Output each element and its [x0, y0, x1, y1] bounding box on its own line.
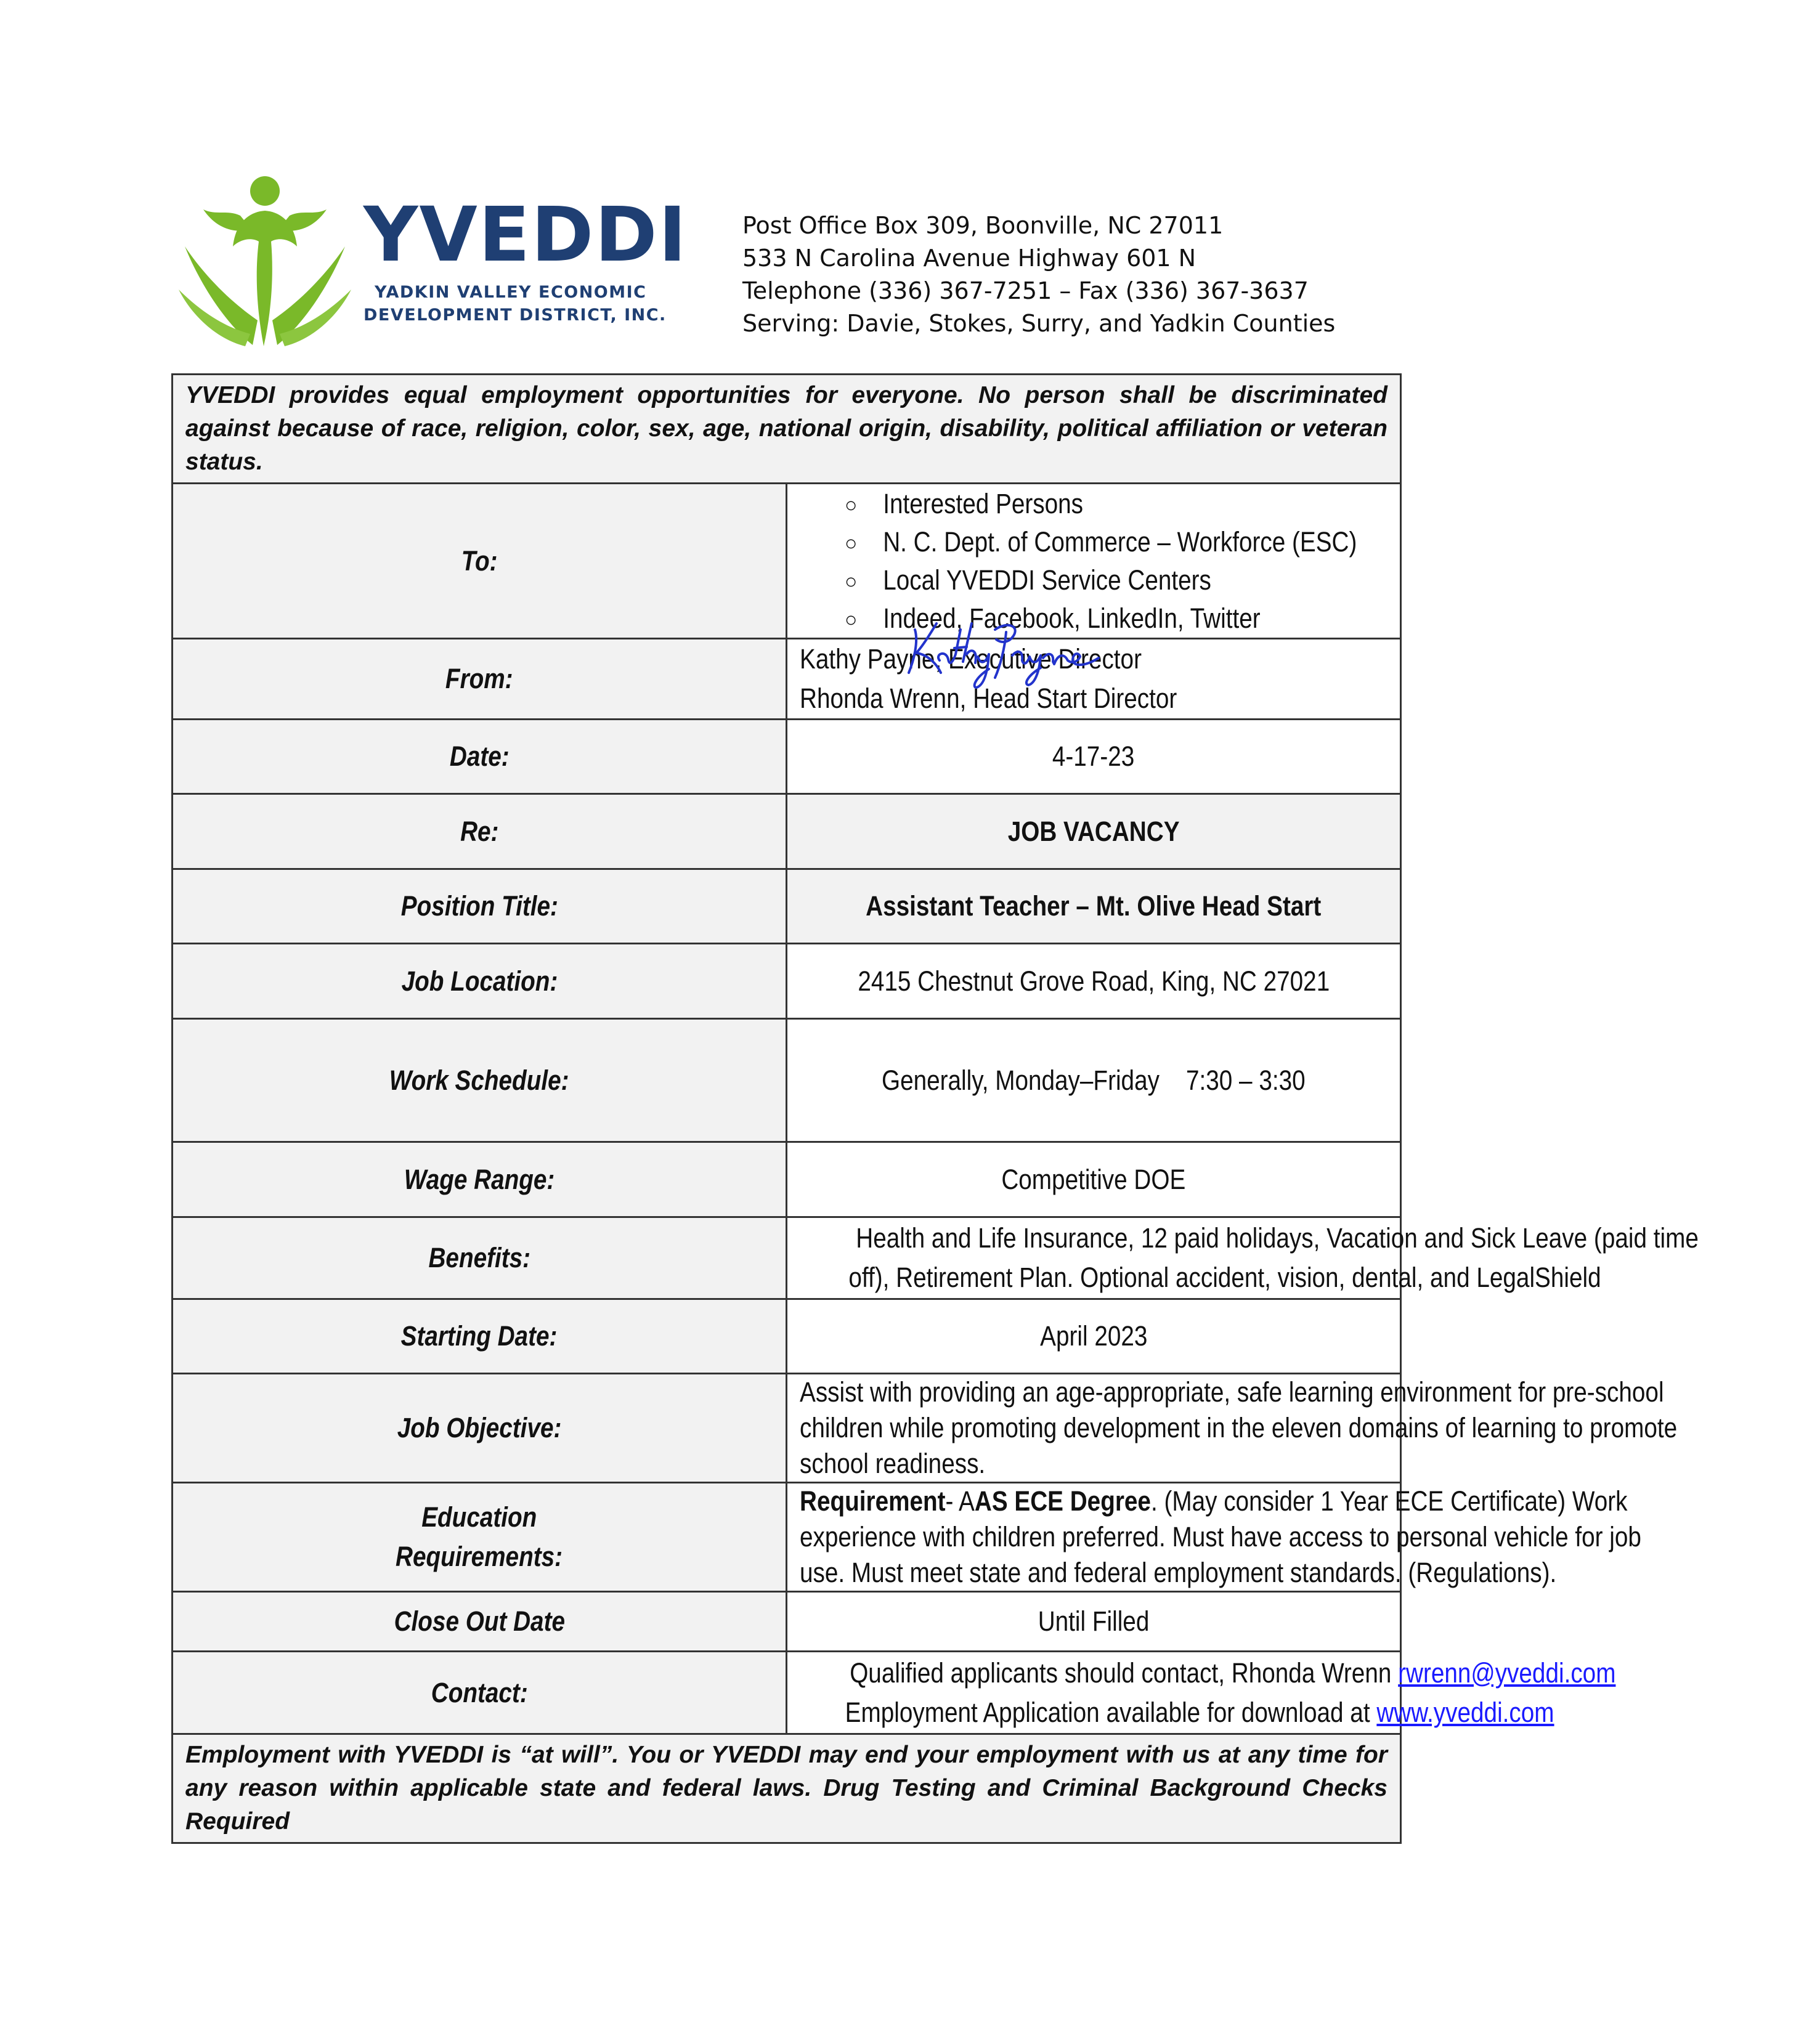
education-row [173, 1483, 1401, 1592]
contact-value: Qualified applicants should contact, Rhonda Wrenn rwrenn@yveddi.com Employment Application available for download at www.yveddi.com [787, 1652, 1401, 1734]
education-label: Education Requirements: [173, 1483, 787, 1592]
position-row [173, 869, 1401, 944]
start-label: Starting Date: [173, 1299, 787, 1374]
equal-opportunity-notice: YVEDDI provides equal employment opportunities for everyone. No person shall be discriminated against because of race, religion, color, sex, age, national origin, disability, political affiliation or veteran status. [173, 375, 1401, 484]
contact-email-link[interactable]: rwrenn@yveddi.com [1398, 1657, 1616, 1689]
leaf-figure-icon [179, 172, 357, 351]
address-line-street: 533 N Carolina Avenue Highway 601 N [742, 245, 1196, 272]
re-value: JOB VACANCY [787, 794, 1401, 869]
position-value: Assistant Teacher – Mt. Olive Head Start [787, 869, 1401, 944]
yveddi-logo [179, 172, 688, 351]
location-row [173, 944, 1401, 1019]
list-item: ○ Indeed, Facebook, LinkedIn, Twitter [846, 599, 1390, 638]
start-row [173, 1299, 1401, 1374]
list-item: ○ Local YVEDDI Service Centers [846, 561, 1390, 599]
bullet-icon: ○ [845, 531, 858, 555]
at-will-notice: Employment with YVEDDI is “at will”. You or YVEDDI may end your employment with us at any time for any reason within applicable state and federal laws. Drug Testing and Criminal Background Checks Required [173, 1734, 1401, 1843]
start-value: April 2023 [787, 1299, 1401, 1374]
from-row [173, 639, 1401, 720]
bullet-icon: ○ [845, 569, 858, 593]
objective-value: Assist with providing an age-appropriate, safe learning environment for pre-school children while promoting development in the eleven domains of learning to promote school readiness. [787, 1374, 1401, 1483]
location-label: Job Location: [173, 944, 787, 1019]
to-label: To: [173, 484, 787, 639]
logo-subtitle-line2: DEVELOPMENT DISTRICT, INC. [364, 306, 667, 325]
education-value: Requirement- AAS ECE Degree. (May consider 1 Year ECE Certificate) Work experience with children preferred. Must have access to personal vehicle for job use. Must meet state and federal employment standards. (Regulations). [787, 1483, 1401, 1592]
requirement-heading: Requirement [800, 1485, 946, 1517]
address-line-phone: Telephone (336) 367-7251 – Fax (336) 367-3637 [742, 277, 1309, 304]
benefits-value: Health and Life Insurance, 12 paid holidays, Vacation and Sick Leave (paid time off), Retirement Plan. Optional accident, vision, dental, and LegalShield [787, 1217, 1401, 1299]
from-sender-2: Rhonda Wrenn, Head Start Director [800, 683, 1177, 714]
objective-row [173, 1374, 1401, 1483]
schedule-value: Generally, Monday–Friday 7:30 – 3:30 [787, 1019, 1401, 1142]
vacancy-table [171, 373, 1699, 1844]
to-row [173, 484, 1401, 639]
wage-label: Wage Range: [173, 1142, 787, 1217]
address-line-serving: Serving: Davie, Stokes, Surry, and Yadkin Counties [742, 310, 1336, 337]
logo-subtitle [364, 281, 688, 327]
address-line-po-box: Post Office Box 309, Boonville, NC 27011 [742, 212, 1224, 239]
contact-label: Contact: [173, 1652, 787, 1734]
list-item: ○ N. C. Dept. of Commerce – Workforce (ESC) [846, 523, 1390, 561]
date-value: 4-17-23 [787, 720, 1401, 794]
closeout-row [173, 1592, 1401, 1652]
from-sender-1: Kathy Payne, Executive Director [800, 643, 1142, 675]
contact-row [173, 1652, 1401, 1734]
schedule-label: Work Schedule: [173, 1019, 787, 1142]
signature-image [903, 605, 1106, 691]
wage-row [173, 1142, 1401, 1217]
re-label: Re: [173, 794, 787, 869]
date-label: Date: [173, 720, 787, 794]
website-link[interactable]: www.yveddi.com [1376, 1696, 1554, 1728]
re-row [173, 794, 1401, 869]
location-value: 2415 Chestnut Grove Road, King, NC 27021 [787, 944, 1401, 1019]
bullet-icon: ○ [845, 493, 858, 517]
position-label: Position Title: [173, 869, 787, 944]
benefits-label: Benefits: [173, 1217, 787, 1299]
bullet-icon: ○ [845, 607, 858, 631]
logo-text [364, 191, 688, 327]
objective-label: Job Objective: [173, 1374, 787, 1483]
from-label: From: [173, 639, 787, 720]
equal-opportunity-row [173, 375, 1401, 484]
schedule-row [173, 1019, 1401, 1142]
at-will-row [173, 1734, 1401, 1843]
list-item: ○ Interested Persons [846, 485, 1390, 523]
address-block [742, 209, 1335, 340]
closeout-value: Until Filled [787, 1592, 1401, 1652]
wage-value: Competitive DOE [787, 1142, 1401, 1217]
date-row [173, 720, 1401, 794]
logo-subtitle-line1: YADKIN VALLEY ECONOMIC [375, 283, 647, 302]
closeout-label: Close Out Date [173, 1592, 787, 1652]
logo-wordmark: YVEDDI [364, 191, 688, 278]
benefits-row [173, 1217, 1401, 1299]
